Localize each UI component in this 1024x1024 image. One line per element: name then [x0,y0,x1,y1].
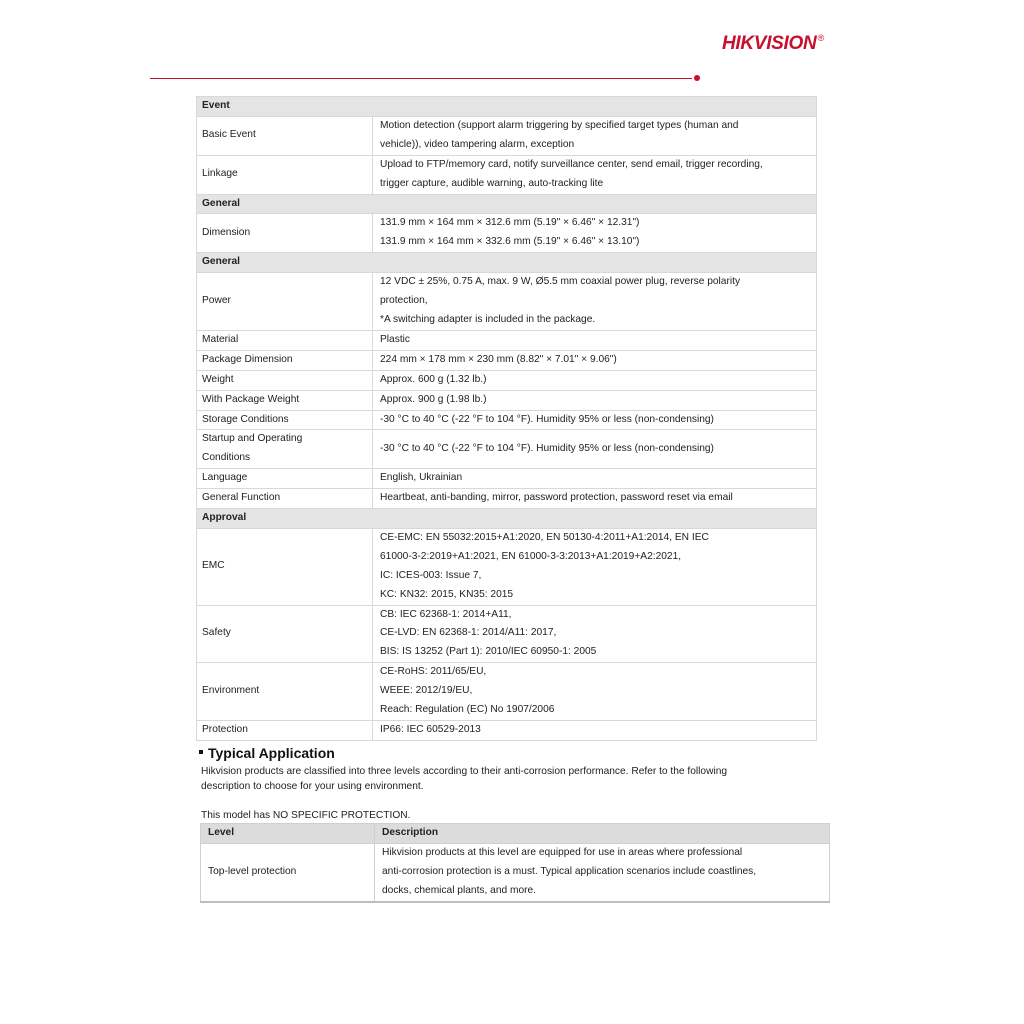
spec-value: English, Ukrainian [373,469,817,489]
section-row-event [197,97,817,117]
bullet-icon [199,750,203,754]
spec-row-storage-conditions [197,410,817,430]
spec-label: Weight [197,370,373,390]
spec-value: 12 VDC ± 25%, 0.75 A, max. 9 W, Ø5.5 mm coaxial power plug, reverse polarity protection, *A switching adapter is included in the package. [373,273,817,331]
spec-value: 224 mm × 178 mm × 230 mm (8.82" × 7.01" × 9.06") [373,350,817,370]
section-row-general [197,194,817,214]
spec-value: Motion detection (support alarm triggering by specified target types (human and vehicle)), video tampering alarm, exception [373,116,817,155]
spec-value: Heartbeat, anti-banding, mirror, password protection, password reset via email [373,489,817,509]
spec-row-safety [197,605,817,663]
spec-label: Language [197,469,373,489]
spec-label: Safety [197,605,373,663]
heading-text: Typical Application [208,745,335,761]
spec-value: Plastic [373,330,817,350]
spec-row-protection [197,721,817,741]
spec-label: Package Dimension [197,350,373,370]
spec-value: CB: IEC 62368-1: 2014+A11, CE-LVD: EN 62368-1: 2014/A11: 2017, BIS: IS 13252 (Part 1): 2010/IEC 60950-1: 2005 [373,605,817,663]
column-header-level: Level [201,824,375,844]
spec-row-package-weight [197,390,817,410]
header-rule [150,78,692,79]
description-cell: Hikvision products at this level are equipped for use in areas where professional anti-corrosion protection is a must. Typical application scenarios include coastlines, docks, chemical plants, and more. [375,844,830,902]
application-table [200,823,830,903]
spec-value: Upload to FTP/memory card, notify surveillance center, send email, trigger recording, trigger capture, audible warning, auto-tracking lite [373,155,817,194]
spec-row-emc [197,528,817,605]
spec-row-language [197,469,817,489]
spec-value: -30 °C to 40 °C (-22 °F to 104 °F). Humidity 95% or less (non-condensing) [373,410,817,430]
section-title: General [197,253,817,273]
section-title: Event [197,97,817,117]
spec-label: Startup and Operating Conditions [197,430,373,469]
column-header-description: Description [375,824,830,844]
section-title: Approval [197,509,817,529]
spec-value: Approx. 900 g (1.98 lb.) [373,390,817,410]
spec-label: General Function [197,489,373,509]
spec-label: With Package Weight [197,390,373,410]
registered-mark: ® [817,33,824,43]
spec-label: Storage Conditions [197,410,373,430]
intro-paragraph: Hikvision products are classified into three levels according to their anti-corrosion performance. Refer to the following description to choose for your using environment. [201,766,728,792]
spec-row-environment [197,663,817,721]
spec-row-startup-conditions [197,430,817,469]
hikvision-logo [722,33,824,55]
spec-label: Dimension [197,214,373,253]
level-cell: Top-level protection [201,844,375,902]
spec-label: Environment [197,663,373,721]
model-protection-note: This model has NO SPECIFIC PROTECTION. [201,810,411,821]
section-row-approval [197,509,817,529]
spec-row-linkage [197,155,817,194]
spec-label: Linkage [197,155,373,194]
application-table-row [201,844,830,902]
header-rule-dot [694,75,700,81]
spec-label: Material [197,330,373,350]
spec-row-package-dimension [197,350,817,370]
spec-value: IP66: IEC 60529-2013 [373,721,817,741]
spec-label: Basic Event [197,116,373,155]
spec-label: Protection [197,721,373,741]
spec-row-power [197,273,817,331]
spec-value: CE-EMC: EN 55032:2015+A1:2020, EN 50130-4:2011+A1:2014, EN IEC 61000-3-2:2019+A1:2021, EN 61000-3-3:2013+A1:2019+A2:2021, IC: ICES-003: Issue 7, KC: KN32: 2015, KN35: 2015 [373,528,817,605]
spec-row-basic-event [197,116,817,155]
spec-row-weight [197,370,817,390]
spec-row-material [197,330,817,350]
logo-text: HIKVISION [722,33,817,54]
spec-label: Power [197,273,373,331]
section-title: General [197,194,817,214]
spec-value: -30 °C to 40 °C (-22 °F to 104 °F). Humidity 95% or less (non-condensing) [373,430,817,469]
section-row-general-2 [197,253,817,273]
spec-row-dimension [197,214,817,253]
application-table-header [201,824,830,844]
spec-table [196,96,817,741]
spec-value: 131.9 mm × 164 mm × 312.6 mm (5.19" × 6.46" × 12.31") 131.9 mm × 164 mm × 332.6 mm (5.19" × 6.46" × 13.10") [373,214,817,253]
spec-row-general-function [197,489,817,509]
spec-label: EMC [197,528,373,605]
spec-value: CE-RoHS: 2011/65/EU, WEEE: 2012/19/EU, Reach: Regulation (EC) No 1907/2006 [373,663,817,721]
spec-value: Approx. 600 g (1.32 lb.) [373,370,817,390]
section-heading-typical-application [199,745,335,761]
